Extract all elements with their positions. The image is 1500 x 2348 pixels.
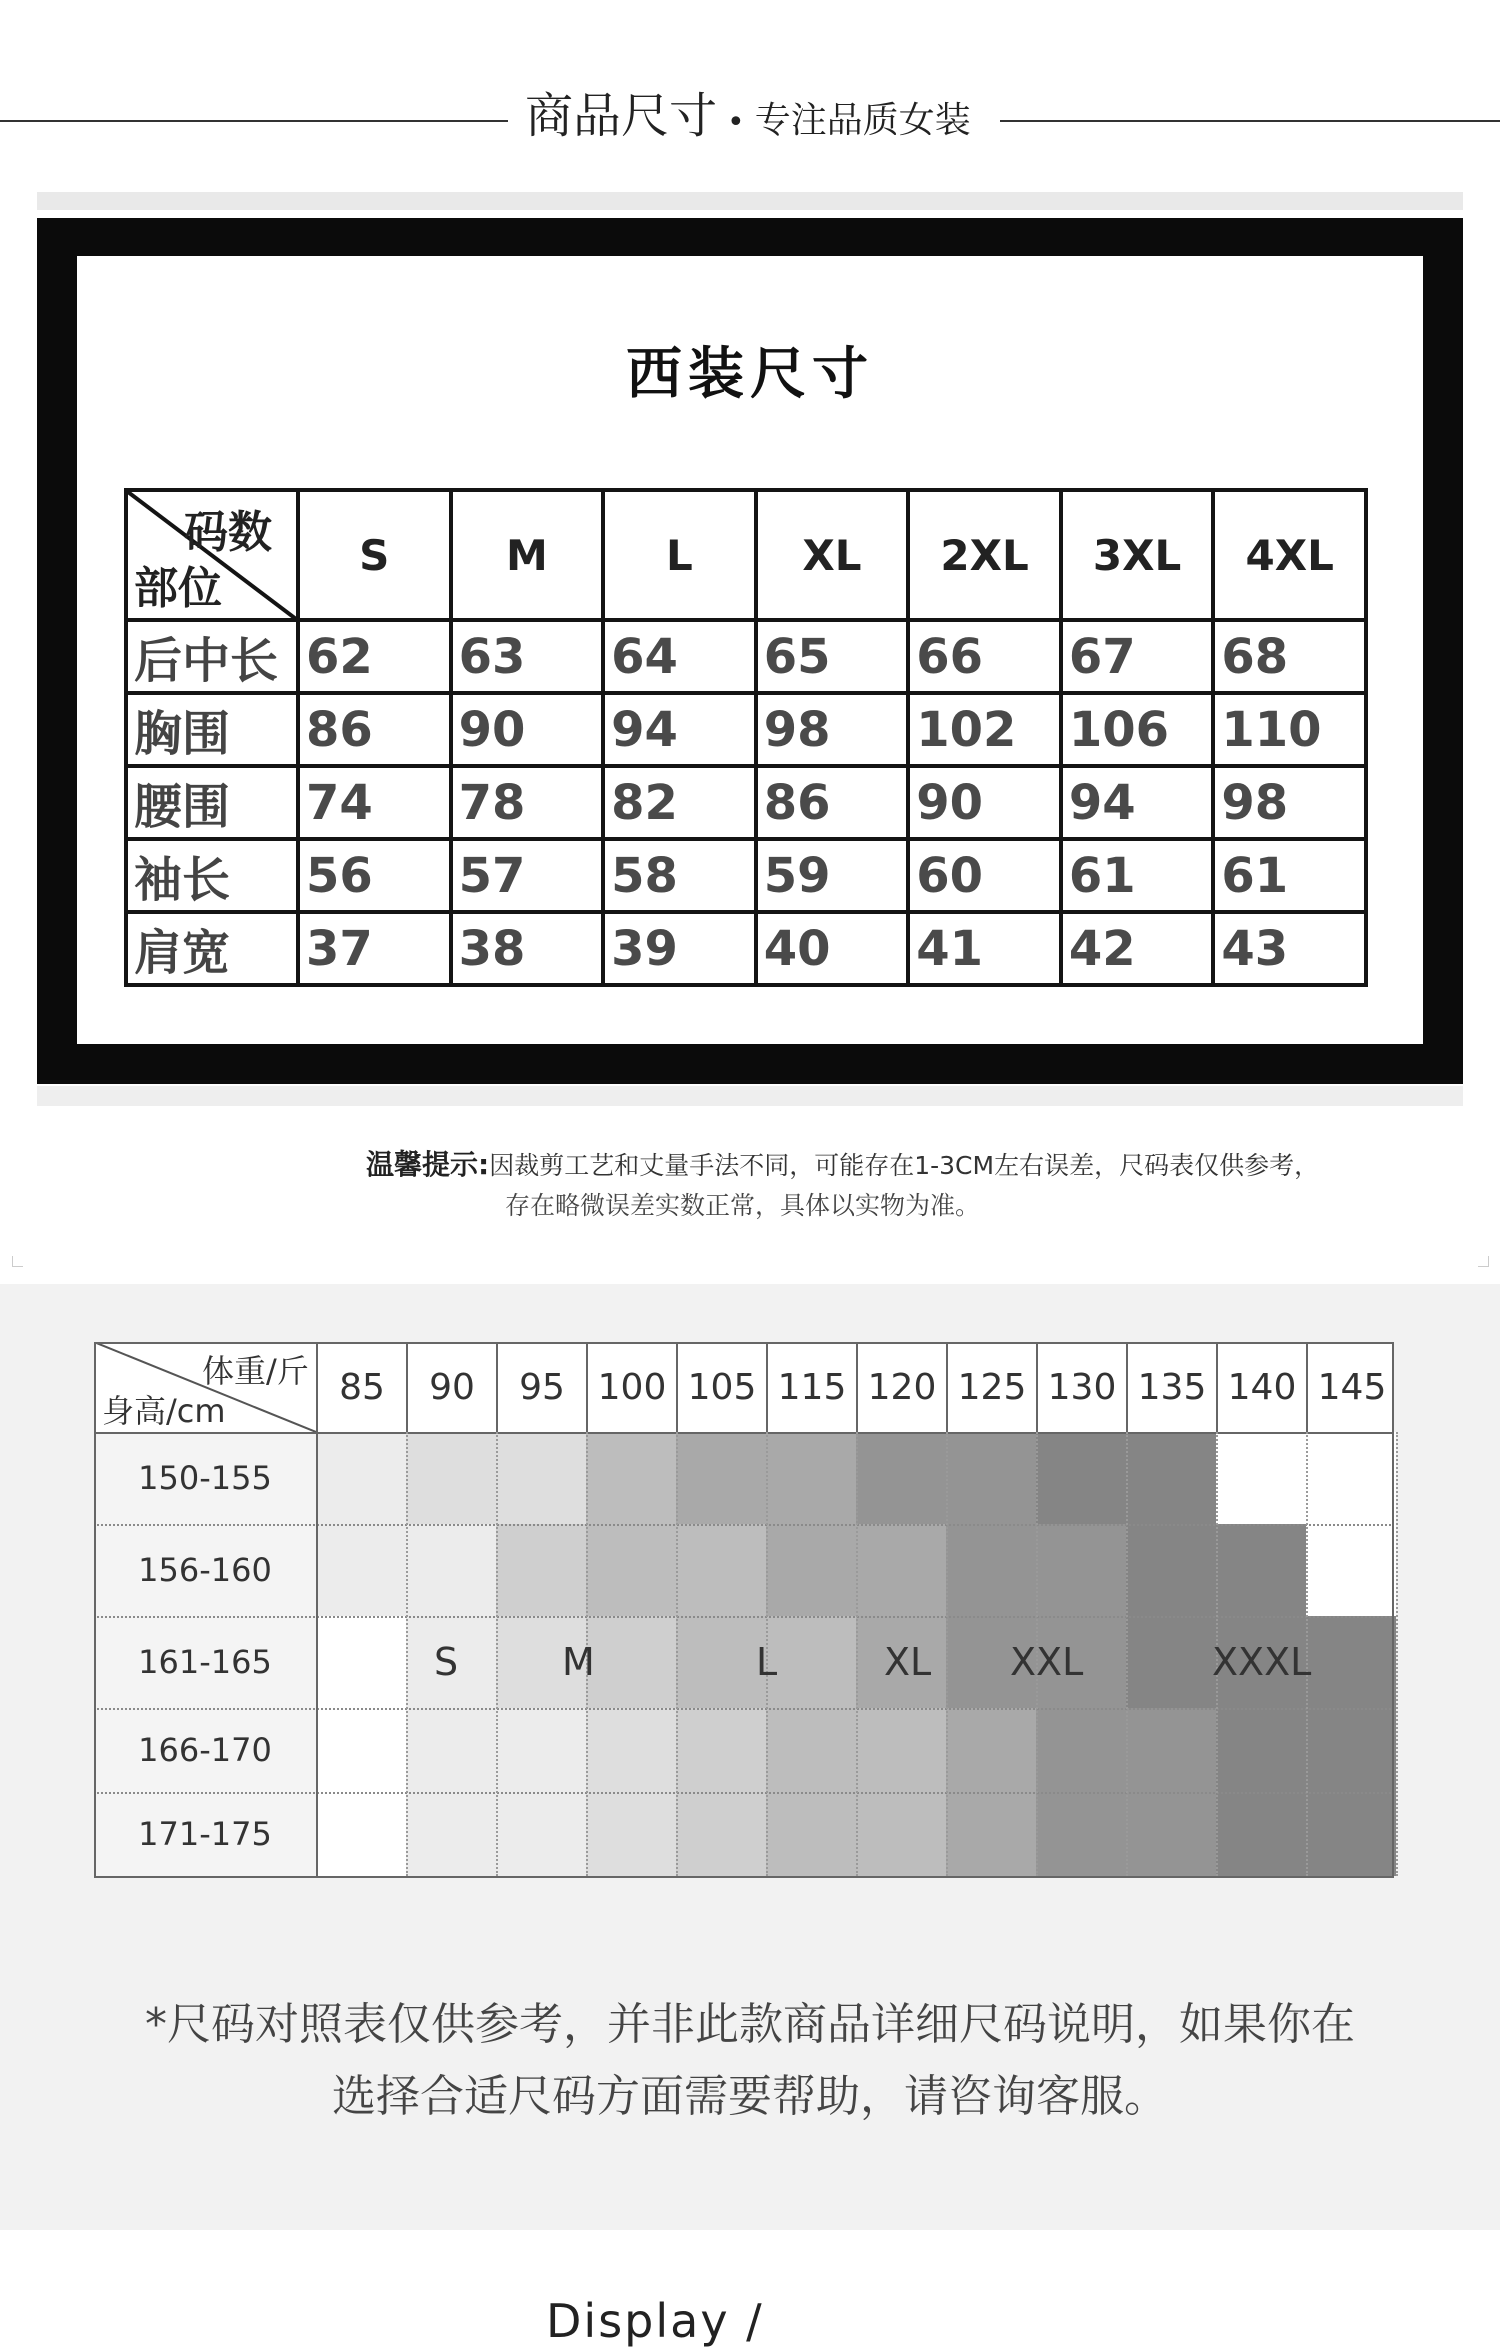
size-header-l: L — [603, 490, 756, 620]
table-cell: 64 — [603, 620, 756, 693]
table-row — [126, 839, 1366, 912]
height-row-label: 171-175 — [138, 1815, 272, 1853]
table-cell: 59 — [756, 839, 909, 912]
size-label-s: S — [434, 1640, 459, 1684]
header-right-rule — [1000, 120, 1500, 122]
tip-text-1: 因裁剪工艺和丈量手法不同，可能存在1-3CM左右误差，尺码表仅供参考， — [489, 1151, 1320, 1180]
note-line-2: 选择合适尺码方面需要帮助，请咨询客服。 — [332, 2071, 1168, 2122]
corner-tick-left — [12, 1256, 23, 1267]
weight-header: 115 — [766, 1342, 856, 1432]
tip-line-1 — [366, 1148, 1319, 1183]
row-label-shoulder: 肩宽 — [126, 912, 298, 985]
table-cell: 66 — [908, 620, 1061, 693]
size-header-3xl: 3XL — [1061, 490, 1214, 620]
size-label-xxl: XXL — [1010, 1640, 1084, 1684]
column-divider — [1396, 1432, 1398, 1876]
table-cell: 61 — [1213, 839, 1366, 912]
row-label-chest: 胸围 — [126, 693, 298, 766]
table-cell: 61 — [1061, 839, 1214, 912]
tip-label: 温馨提示: — [366, 1148, 490, 1181]
frame-bottom-shadow — [37, 1086, 1463, 1106]
table-cell: 57 — [451, 839, 604, 912]
table-cell: 60 — [908, 839, 1061, 912]
corner-size-label: 码数 — [184, 507, 272, 558]
row-label-sleeve: 袖长 — [126, 839, 298, 912]
size-label-m: M — [562, 1640, 595, 1684]
weight-header: 125 — [946, 1342, 1036, 1432]
weight-header: 85 — [316, 1342, 406, 1432]
header-separator: • — [727, 105, 745, 140]
weight-header: 100 — [586, 1342, 676, 1432]
table-cell: 90 — [451, 693, 604, 766]
row-label-waist: 腰围 — [126, 766, 298, 839]
size-header-4xl: 4XL — [1213, 490, 1366, 620]
header-left-rule — [0, 120, 508, 122]
table-cell: 110 — [1213, 693, 1366, 766]
height-axis-label: 身高/cm — [102, 1392, 226, 1430]
table-cell: 38 — [451, 912, 604, 985]
header-subtitle: 专注品质女装 — [754, 100, 971, 141]
table-row — [126, 620, 1366, 693]
header-main-title: 商品尺寸 — [525, 88, 718, 144]
size-header-2xl: 2XL — [908, 490, 1061, 620]
size-label-xl: XL — [884, 1640, 932, 1684]
size-header-xl: XL — [756, 490, 909, 620]
size-label-xxxl: XXXL — [1212, 1640, 1312, 1684]
table-cell: 42 — [1061, 912, 1214, 985]
suit-size-table — [124, 488, 1368, 987]
table-cell: 67 — [1061, 620, 1214, 693]
weight-header: 105 — [676, 1342, 766, 1432]
table-cell: 90 — [908, 766, 1061, 839]
weight-axis-label: 体重/斤 — [202, 1352, 309, 1390]
table-row — [126, 912, 1366, 985]
size-header-m: M — [451, 490, 604, 620]
weight-header: 140 — [1216, 1342, 1306, 1432]
table-cell: 43 — [1213, 912, 1366, 985]
header-title — [525, 86, 971, 153]
suit-chart-title: 西装尺寸 — [626, 342, 874, 407]
weight-header: 145 — [1306, 1342, 1396, 1432]
height-row-label: 166-170 — [138, 1731, 272, 1769]
display-heading: Display / — [546, 2294, 764, 2348]
table-cell: 74 — [298, 766, 451, 839]
weight-header: 135 — [1126, 1342, 1216, 1432]
table-cell: 94 — [603, 693, 756, 766]
table-cell: 102 — [908, 693, 1061, 766]
size-header-s: S — [298, 490, 451, 620]
size-label-l: L — [756, 1640, 778, 1684]
table-row — [126, 766, 1366, 839]
size-reference-border — [94, 1342, 1394, 1878]
table-cell: 94 — [1061, 766, 1214, 839]
table-cell: 78 — [451, 766, 604, 839]
table-cell: 39 — [603, 912, 756, 985]
suit-table-corner — [126, 490, 298, 620]
note-line-1: *尺码对照表仅供参考，并非此款商品详细尺码说明，如果你在 — [145, 1999, 1355, 2050]
tip-text-2: 存在略微误差实数正常，具体以实物为准。 — [505, 1191, 981, 1220]
weight-header: 95 — [496, 1342, 586, 1432]
table-cell: 63 — [451, 620, 604, 693]
table-cell: 37 — [298, 912, 451, 985]
table-cell: 41 — [908, 912, 1061, 985]
table-cell: 86 — [298, 693, 451, 766]
weight-header: 120 — [856, 1342, 946, 1432]
table-cell: 86 — [756, 766, 909, 839]
height-row-label: 150-155 — [138, 1459, 272, 1497]
table-cell: 40 — [756, 912, 909, 985]
table-cell: 82 — [603, 766, 756, 839]
frame-top-shadow — [37, 192, 1463, 210]
table-row — [126, 693, 1366, 766]
table-cell: 58 — [603, 839, 756, 912]
table-cell: 98 — [756, 693, 909, 766]
table-cell: 68 — [1213, 620, 1366, 693]
table-cell: 56 — [298, 839, 451, 912]
row-label-back-length: 后中长 — [126, 620, 298, 693]
weight-header: 130 — [1036, 1342, 1126, 1432]
height-row-label: 161-165 — [138, 1643, 272, 1681]
corner-tick-right — [1478, 1256, 1489, 1267]
weight-header: 90 — [406, 1342, 496, 1432]
table-cell: 62 — [298, 620, 451, 693]
table-cell: 98 — [1213, 766, 1366, 839]
table-cell: 106 — [1061, 693, 1214, 766]
table-cell: 65 — [756, 620, 909, 693]
corner-part-label: 部位 — [134, 563, 222, 614]
height-row-label: 156-160 — [138, 1551, 272, 1589]
